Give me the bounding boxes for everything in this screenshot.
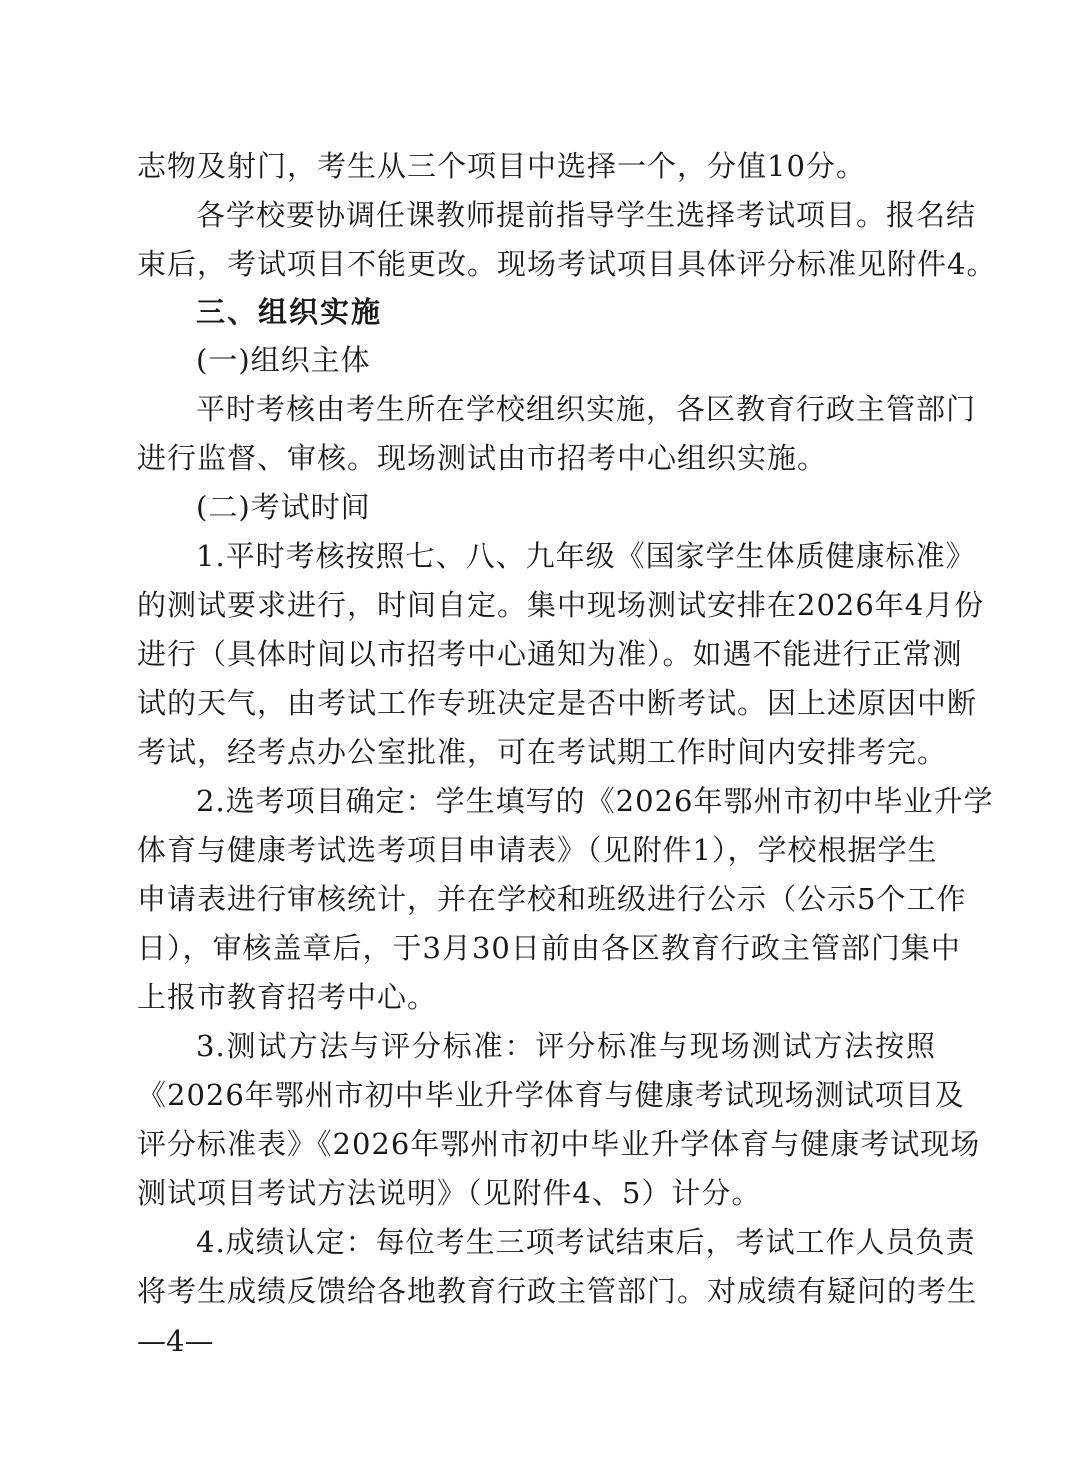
list-item-3-line: 3.测试方法与评分标准：评分标准与现场测试方法按照 — [196, 1029, 936, 1063]
list-item-2-line: 2.选考项目确定：学生填写的《2026年鄂州市初中毕业升学 — [196, 784, 994, 818]
page-number: —4— — [137, 1324, 214, 1358]
list-item-3-line: 《2026年鄂州市初中毕业升学体育与健康考试现场测试项目及 — [137, 1078, 965, 1112]
subsection-heading: (二)考试时间 — [196, 490, 371, 524]
list-item-1-line: 进行（具体时间以市招考中心通知为准）。如遇不能进行正常测 — [137, 637, 963, 671]
paragraph-line: 各学校要协调任课教师提前指导学生选择考试项目。报名结 — [196, 198, 977, 232]
list-item-1-line: 试的天气，由考试工作专班决定是否中断考试。因上述原因中断 — [137, 686, 978, 720]
list-item-2-line: 体育与健康考试选考项目申请表》（见附件1），学校根据学生 — [137, 833, 938, 867]
paragraph-line: 束后，考试项目不能更改。现场考试项目具体评分标准见附件4。 — [137, 247, 997, 281]
list-item-3-line: 测试项目考试方法说明》（见附件4、5）计分。 — [137, 1176, 762, 1210]
subsection-heading: (一)组织主体 — [196, 343, 371, 377]
list-item-1-line: 考试，经考点办公室批准，可在考试期工作时间内安排考完。 — [137, 735, 948, 769]
list-item-1-line: 的测试要求进行，时间自定。集中现场测试安排在2026年4月份 — [137, 588, 985, 622]
list-item-2-line: 上报市教育招考中心。 — [137, 980, 438, 1014]
list-item-1-line: 1.平时考核按照七、八、九年级《国家学生体质健康标准》 — [196, 539, 976, 573]
list-item-4-line: 将考生成绩反馈给各地教育行政主管部门。对成绩有疑问的考生 — [137, 1274, 978, 1308]
list-item-2-line: 申请表进行审核统计，并在学校和班级进行公示（公示5个工作 — [137, 882, 967, 916]
paragraph-line: 志物及射门，考生从三个项目中选择一个，分值10分。 — [137, 149, 866, 183]
paragraph-line: 进行监督、审核。现场测试由市招考中心组织实施。 — [137, 441, 828, 475]
list-item-2-line: 日），审核盖章后，于3月30日前由各区教育行政主管部门集中 — [137, 931, 961, 965]
list-item-4-line: 4.成绩认定：每位考生三项考试结束后，考试工作人员负责 — [196, 1225, 976, 1259]
section-heading: 三、组织实施 — [196, 295, 383, 329]
list-item-3-line: 评分标准表》《2026年鄂州市初中毕业升学体育与健康考试现场 — [137, 1127, 981, 1161]
paragraph-line: 平时考核由考生所在学校组织实施，各区教育行政主管部门 — [196, 392, 977, 426]
